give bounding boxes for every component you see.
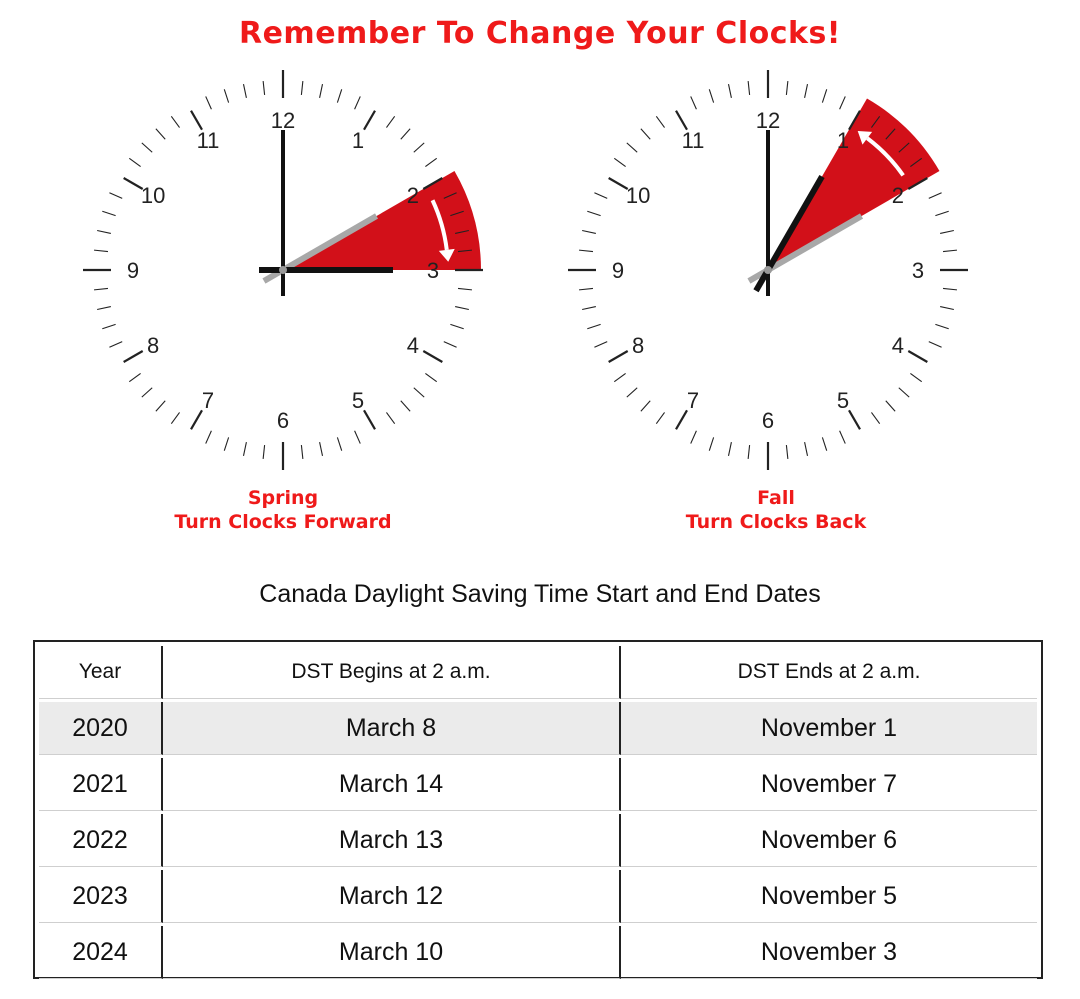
- clock-number: 3: [426, 258, 440, 283]
- tick-mark: [102, 324, 115, 328]
- tick-mark: [822, 89, 826, 102]
- clock-number: 6: [276, 408, 290, 433]
- tick-mark: [97, 307, 111, 310]
- tick-mark: [224, 89, 228, 102]
- tick-mark: [355, 431, 361, 444]
- tick-mark: [579, 250, 593, 251]
- cell-dst-begins: March 10: [163, 926, 621, 979]
- tick-mark: [444, 342, 457, 348]
- tick-mark: [709, 89, 713, 102]
- tick-mark: [171, 412, 179, 423]
- clock-number: 5: [836, 387, 850, 413]
- dst-table: [39, 643, 1037, 982]
- clock-number: 11: [196, 128, 220, 154]
- header-dst-begins: DST Begins at 2 a.m.: [163, 646, 621, 699]
- cell-dst-begins: March 8: [163, 702, 621, 755]
- tick-mark: [301, 445, 302, 459]
- tick-mark: [414, 388, 424, 397]
- center-pin: [279, 266, 287, 274]
- clock-number: 7: [686, 387, 700, 413]
- clock-number: 2: [406, 183, 420, 208]
- tick-mark: [728, 84, 731, 98]
- tick-mark: [109, 193, 122, 199]
- tick-mark: [243, 84, 246, 98]
- clock-number: 9: [126, 258, 140, 283]
- header-dst-ends: DST Ends at 2 a.m.: [621, 646, 1037, 699]
- tick-mark: [940, 230, 954, 233]
- spring-caption-instruction: Turn Clocks Forward: [174, 511, 392, 533]
- tick-mark: [935, 211, 948, 215]
- tick-mark: [425, 373, 436, 381]
- clock-number: 7: [201, 387, 215, 413]
- tick-mark: [401, 401, 410, 411]
- tick-mark: [142, 388, 152, 397]
- tick-mark: [425, 158, 436, 166]
- tick-mark: [582, 230, 596, 233]
- tick-mark: [109, 342, 122, 348]
- tick-mark: [224, 437, 228, 450]
- tick-mark: [786, 445, 787, 459]
- tick-mark: [627, 143, 637, 152]
- clock-number: 10: [140, 183, 166, 208]
- table-row: [39, 702, 1037, 755]
- cell-year: 2020: [39, 702, 163, 755]
- tick-mark: [94, 250, 108, 251]
- fall-clock: [568, 70, 968, 470]
- tick-mark: [364, 111, 375, 130]
- tick-mark: [849, 410, 860, 429]
- spring-caption: [133, 486, 433, 534]
- clock-number: 11: [681, 128, 705, 154]
- tick-mark: [587, 211, 600, 215]
- tick-mark: [786, 81, 787, 95]
- tick-mark: [364, 410, 375, 429]
- cell-dst-ends: November 6: [621, 814, 1037, 867]
- tick-mark: [748, 445, 749, 459]
- table-row: [39, 814, 1037, 867]
- tick-mark: [587, 324, 600, 328]
- tick-mark: [935, 324, 948, 328]
- tick-mark: [455, 307, 469, 310]
- tick-mark: [450, 324, 463, 328]
- tick-mark: [609, 178, 628, 189]
- tick-mark: [337, 437, 341, 450]
- tick-mark: [748, 81, 749, 95]
- cell-year: 2021: [39, 758, 163, 811]
- tick-mark: [676, 111, 687, 130]
- tick-mark: [656, 412, 664, 423]
- tick-mark: [940, 307, 954, 310]
- tick-mark: [840, 96, 846, 109]
- fall-caption: [626, 486, 926, 534]
- clock-number: 6: [761, 408, 775, 433]
- tick-mark: [206, 431, 212, 444]
- tick-mark: [691, 96, 697, 109]
- tick-mark: [414, 143, 424, 152]
- clock-number: 9: [611, 258, 625, 283]
- tick-mark: [594, 193, 607, 199]
- spring-caption-season: Spring: [247, 487, 319, 509]
- tick-mark: [171, 116, 179, 127]
- cell-dst-ends: November 7: [621, 758, 1037, 811]
- table-row: [39, 758, 1037, 811]
- tick-mark: [822, 437, 826, 450]
- tick-mark: [582, 307, 596, 310]
- fall-caption-instruction: Turn Clocks Back: [685, 511, 867, 533]
- tick-mark: [910, 373, 921, 381]
- tick-mark: [840, 431, 846, 444]
- clock-number: 5: [351, 387, 365, 413]
- cell-dst-ends: November 5: [621, 870, 1037, 923]
- tick-mark: [423, 351, 442, 362]
- tick-mark: [191, 410, 202, 429]
- clock-number: 12: [270, 108, 296, 133]
- table-row: [39, 870, 1037, 923]
- tick-mark: [320, 84, 323, 98]
- center-pin: [764, 266, 772, 274]
- tick-mark: [691, 431, 697, 444]
- tick-mark: [337, 89, 341, 102]
- tick-mark: [102, 211, 115, 215]
- tick-mark: [641, 401, 650, 411]
- tick-mark: [805, 84, 808, 98]
- table-title: Canada Daylight Saving Time Start and End Dates: [259, 580, 821, 608]
- tick-mark: [943, 288, 957, 289]
- clock-number: 4: [891, 333, 905, 358]
- tick-mark: [627, 388, 637, 397]
- clock-number: 12: [755, 108, 781, 133]
- clock-number: 4: [406, 333, 420, 358]
- tick-mark: [614, 158, 625, 166]
- tick-mark: [641, 129, 650, 139]
- tick-mark: [614, 373, 625, 381]
- clock-number: 3: [911, 258, 925, 283]
- tick-mark: [871, 412, 879, 423]
- tick-mark: [886, 401, 895, 411]
- cell-year: 2022: [39, 814, 163, 867]
- tick-mark: [579, 288, 593, 289]
- tick-mark: [124, 178, 143, 189]
- tick-mark: [156, 401, 165, 411]
- tick-mark: [124, 351, 143, 362]
- tick-mark: [129, 158, 140, 166]
- tick-mark: [609, 351, 628, 362]
- cell-year: 2023: [39, 870, 163, 923]
- tick-mark: [97, 230, 111, 233]
- tick-mark: [142, 143, 152, 152]
- tick-mark: [301, 81, 302, 95]
- clock-number: 2: [891, 183, 905, 208]
- table-header-row: [39, 646, 1037, 699]
- tick-mark: [263, 445, 264, 459]
- tick-mark: [401, 129, 410, 139]
- tick-mark: [263, 81, 264, 95]
- cell-year: 2024: [39, 926, 163, 979]
- tick-mark: [929, 193, 942, 199]
- tick-mark: [929, 342, 942, 348]
- tick-mark: [676, 410, 687, 429]
- tick-mark: [908, 351, 927, 362]
- tick-mark: [355, 96, 361, 109]
- tick-mark: [805, 442, 808, 456]
- tick-mark: [156, 129, 165, 139]
- tick-mark: [458, 288, 472, 289]
- tick-mark: [943, 250, 957, 251]
- tick-mark: [386, 116, 394, 127]
- tick-mark: [594, 342, 607, 348]
- header-year: Year: [39, 646, 163, 699]
- tick-mark: [243, 442, 246, 456]
- tick-mark: [129, 373, 140, 381]
- clock-number: 8: [146, 333, 160, 358]
- tick-mark: [320, 442, 323, 456]
- tick-mark: [386, 412, 394, 423]
- clock-number: 8: [631, 333, 645, 358]
- tick-mark: [899, 388, 909, 397]
- cell-dst-ends: November 1: [621, 702, 1037, 755]
- spring-clock: [83, 70, 483, 470]
- dst-table-frame: [33, 640, 1043, 979]
- cell-dst-ends: November 3: [621, 926, 1037, 979]
- tick-mark: [94, 288, 108, 289]
- tick-mark: [728, 442, 731, 456]
- table-row: [39, 926, 1037, 979]
- tick-mark: [206, 96, 212, 109]
- tick-mark: [709, 437, 713, 450]
- cell-dst-begins: March 12: [163, 870, 621, 923]
- clock-number: 10: [625, 183, 651, 208]
- fall-caption-season: Fall: [757, 487, 795, 509]
- cell-dst-begins: March 14: [163, 758, 621, 811]
- tick-mark: [656, 116, 664, 127]
- banner-title: Remember To Change Your Clocks!: [238, 16, 841, 51]
- cell-dst-begins: March 13: [163, 814, 621, 867]
- highlight-sector: [768, 99, 939, 270]
- clock-number: 1: [351, 128, 365, 154]
- tick-mark: [191, 111, 202, 130]
- clock-number: 1: [836, 128, 850, 154]
